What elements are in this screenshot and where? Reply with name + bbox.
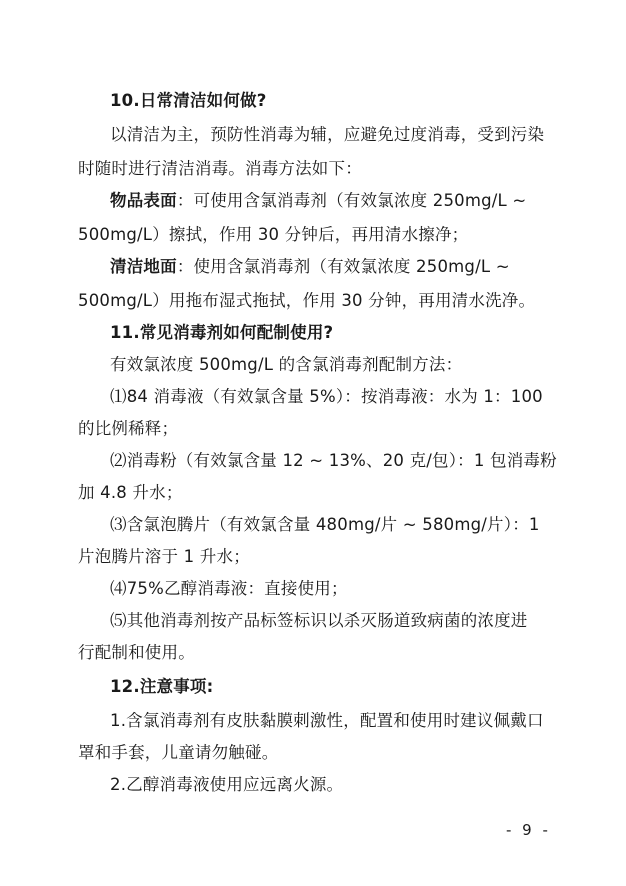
floor-paragraph-line-1 [110,256,560,278]
note-1-line-1: 1.含氯消毒剂有皮肤黏膜刺激性，配置和使用时建议佩戴口 [110,711,544,730]
note-1-line-2: 罩和手套，儿童请勿触碰。 [78,743,279,762]
item-3-line-2: 片泡腾片溶于 1 升水； [78,547,250,566]
floor-paragraph-line-2: 500mg/L）用拖布湿式拖拭，作用 30 分钟，再用清水洗净。 [78,291,536,310]
surface-paragraph-line-1 [110,190,560,212]
item-1-line-2: 的比例稀释； [78,419,179,438]
section-10-intro-line-1: 以清洁为主，预防性消毒为辅，应避免过度消毒，受到污染 [110,125,545,144]
item-2-line-1: ⑵消毒粉（有效氯含量 12 ~ 13%、20 克/包）：1 包消毒粉 [110,451,557,470]
item-2-line-2: 加 4.8 升水； [78,483,183,502]
item-5-line-2: 行配制和使用。 [78,643,195,662]
section-12-heading: 12.注意事项: [110,677,214,696]
item-4: ⑷75%乙醇消毒液：直接使用； [110,579,348,598]
note-2: 2.乙醇消毒液使用应远离火源。 [110,775,344,794]
section-11-intro: 有效氯浓度 500mg/L 的含氯消毒剂配制方法： [110,355,463,374]
surface-paragraph-line-2: 500mg/L）擦拭，作用 30 分钟后，再用清水擦净； [78,225,469,244]
item-3-line-1: ⑶含氯泡腾片（有效氯含量 480mg/片 ~ 580mg/片）：1 [110,515,540,534]
section-11-heading: 11.常见消毒剂如何配制使用? [110,323,334,342]
surface-text: ：可使用含氯消毒剂（有效氯浓度 250mg/L ~ [176,191,527,210]
floor-text: ：使用含氯消毒剂（有效氯浓度 250mg/L ~ [176,257,510,276]
surface-label: 物品表面 [110,191,177,210]
page-number: - 9 - [506,821,551,839]
item-1-line-1: ⑴84 消毒液（有效氯含量 5%）：按消毒液：水为 1：100 [110,387,543,406]
item-5-line-1: ⑸其他消毒剂按产品标签标识以杀灭肠道致病菌的浓度进 [110,611,528,630]
floor-label: 清洁地面 [110,257,177,276]
section-10-heading: 10.日常清洁如何做? [110,91,267,110]
section-10-intro-line-2: 时随时进行清洁消毒。消毒方法如下： [78,159,362,178]
